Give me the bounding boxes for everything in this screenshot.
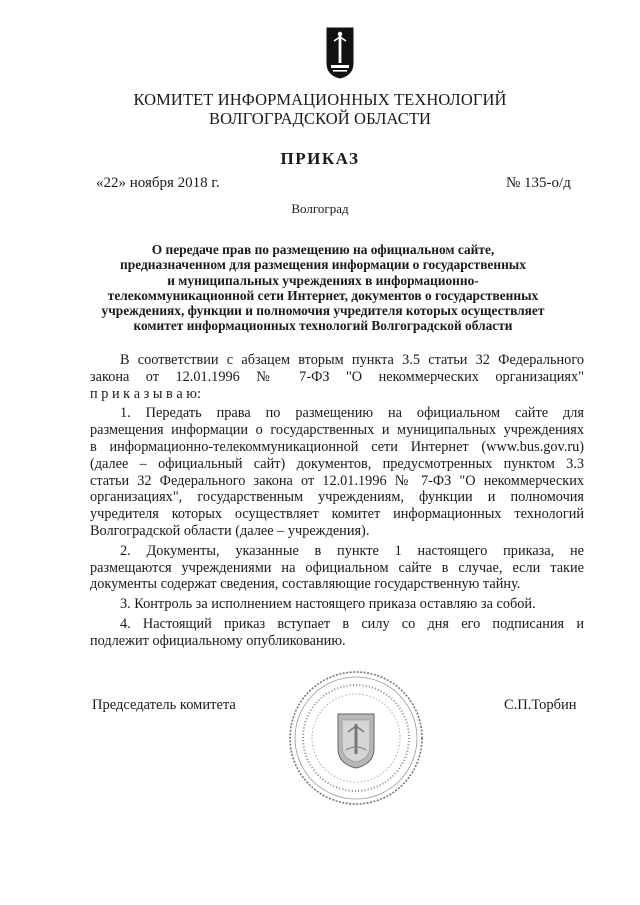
body-line: закона от 12.01.1996 № 7-ФЗ "О некоммерческих организациях" (90, 368, 584, 385)
subject-line: и муниципальных учреждениях в информационно- (167, 272, 479, 288)
coat-of-arms-icon (326, 27, 354, 79)
official-seal-icon (286, 668, 426, 808)
body-line: Волгоградской области (далее – учреждения). (90, 522, 370, 539)
body-line: документы содержат сведения, составляющие государственную тайну. (90, 576, 521, 593)
body-line: размещения информации о государственных и муниципальных учреждениях (90, 422, 584, 439)
org-name-line-1: КОМИТЕТ ИНФОРМАЦИОННЫХ ТЕХНОЛОГИЙ (133, 90, 507, 109)
body-line: размещаются учреждениями на официальном сайте в случае, если такие (90, 559, 584, 576)
paragraph-2 (90, 543, 584, 593)
body-line: 1. Передать права по размещению на официальном сайте для (120, 405, 584, 422)
body-line: В соответствии с абзацем вторым пункта 3.5 статьи 32 Федерального (120, 352, 584, 368)
body-line: п р и к а з ы в а ю: (90, 385, 201, 402)
subject-line: комитет информационных технологий Волгоградской области (133, 318, 513, 334)
intro-paragraph (90, 352, 584, 402)
document-title: ПРИКАЗ (280, 149, 360, 168)
body-line: учредителя которых осуществляет комитет информационных технологий (90, 506, 584, 523)
document-city: Волгоград (291, 201, 349, 216)
paragraph-1 (90, 405, 584, 539)
document-body (90, 352, 584, 650)
subject-line: учреждениях, функции и полномочия учредителя которых осуществляет (101, 303, 545, 319)
org-name-line-2: ВОЛГОГРАДСКОЙ ОБЛАСТИ (208, 109, 432, 128)
signer-name: С.П.Торбин (504, 697, 577, 713)
paragraph-3 (90, 596, 584, 613)
document-number: № 135-о/д (506, 175, 571, 191)
paragraph-4 (90, 616, 584, 650)
document-subject (92, 242, 554, 334)
subject-line: О передаче прав по размещению на официальном сайте, (151, 242, 495, 257)
subject-line: телекоммуникационной сети Интернет, документов о государственных (107, 287, 539, 303)
body-line: 4. Настоящий приказ вступает в силу со дня его подписания и (120, 615, 584, 632)
signer-role: Председатель комитета (92, 697, 236, 713)
document-date: «22» ноября 2018 г. (96, 175, 220, 191)
body-line: организациях", государственным учреждениям, функции и полномочия (90, 489, 584, 506)
body-line: статьи 32 Федерального закона от 12.01.1996 № 7-ФЗ "О некоммерческих (90, 472, 584, 489)
subject-line: предназначенном для размещения информации о государственных (120, 257, 526, 273)
body-line: в информационно-телекоммуникационной сети Интернет (www.bus.gov.ru) (90, 438, 584, 455)
body-line: 3. Контроль за исполнением настоящего приказа оставляю за собой. (120, 596, 536, 613)
body-line: подлежит официальному опубликованию. (90, 632, 346, 649)
body-line: (далее – официальный сайт) документов, предусмотренных пунктом 3.3 (90, 455, 584, 472)
body-line: 2. Документы, указанные в пункте 1 настоящего приказа, не (120, 542, 584, 559)
